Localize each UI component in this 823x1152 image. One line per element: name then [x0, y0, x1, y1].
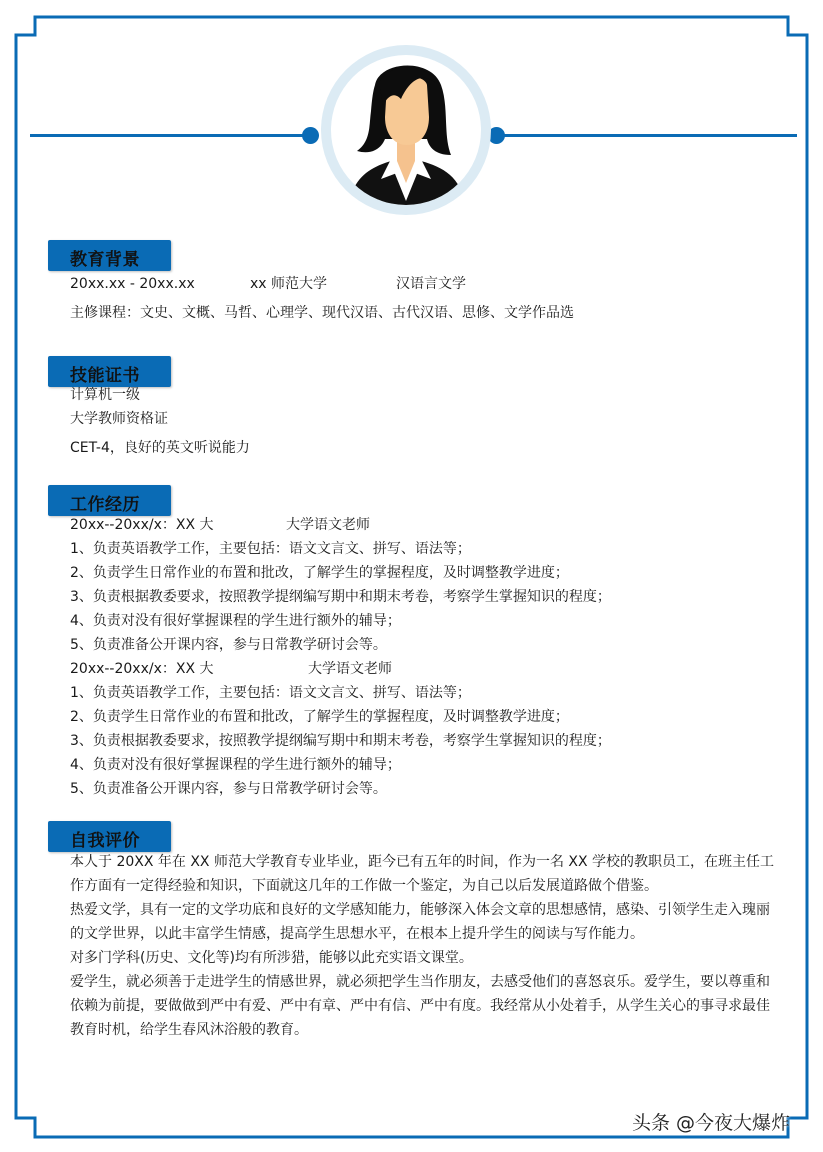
self-eval-paragraph: 对多门学科(历史、文化等)均有所涉猎，能够以此充实语文课堂。 [70, 950, 473, 966]
job-header [70, 515, 670, 535]
self-eval-paragraph: 爱学生，就必须善于走进学生的情感世界，就必须把学生当作朋友，去感受他们的喜怒哀乐。爱学生，要以尊重和依赖为前提，要做做到严中有爱、严中有章、严中有信、严中有度。我经常从小处着手，从学生关心的事寻求最佳教育时机，给学生春风沐浴般的教育。 [70, 974, 770, 1038]
job-role: 大学语文老师 [286, 517, 370, 533]
section-title-skills: 技能证书 [48, 356, 171, 387]
avatar [321, 45, 491, 215]
skill-item: 计算机一级 [70, 387, 140, 403]
header-line-right [497, 134, 797, 137]
education-major: 汉语言文学 [396, 276, 466, 292]
header-line-left [30, 134, 312, 137]
self-eval-text [70, 850, 782, 1042]
job-duty: 5、负责准备公开课内容，参与日常教学研讨会等。 [70, 637, 387, 653]
job-duty: 2、负责学生日常作业的布置和批改，了解学生的掌握程度，及时调整教学进度； [70, 709, 569, 725]
job-duty: 1、负责英语教学工作，主要包括：语文文言文、拼写、语法等； [70, 685, 471, 701]
job-duty: 4、负责对没有很好掌握课程的学生进行额外的辅导； [70, 613, 401, 629]
job-period: 20xx--20xx/x：XX 大 [70, 517, 214, 533]
job-duty: 2、负责学生日常作业的布置和批改，了解学生的掌握程度，及时调整教学进度； [70, 565, 569, 581]
self-eval-paragraph: 本人于 20XX 年在 XX 师范大学教育专业毕业，距今已有五年的时间，作为一名 XX 学校的教职员工，在班主任工作方面有一定得经验和知识，下面就这几年的工作做一个鉴定，为自己以后发展道路做个借鉴。 [70, 854, 775, 894]
self-eval-paragraph: 热爱文学，具有一定的文学功底和良好的文学感知能力，能够深入体会文章的思想感情，感染、引领学生走入瑰丽的文学世界，以此丰富学生情感，提高学生思想水平，在根本上提升学生的阅读与写作能力。 [70, 902, 770, 942]
skill-item: CET-4，良好的英文听说能力 [70, 440, 250, 456]
job-duty: 3、负责根据教委要求，按照教学提纲编写期中和期末考卷，考察学生掌握知识的程度； [70, 733, 611, 749]
female-avatar-icon [331, 55, 481, 205]
job-duty: 1、负责英语教学工作，主要包括：语文文言文、拼写、语法等； [70, 541, 471, 557]
section-title-self-eval: 自我评价 [48, 821, 171, 852]
education-row [70, 274, 670, 294]
section-title-work: 工作经历 [48, 485, 171, 516]
header-dot-left [302, 127, 319, 144]
education-period: 20xx.xx - 20xx.xx [70, 276, 195, 292]
job-duty: 4、负责对没有很好掌握课程的学生进行额外的辅导； [70, 757, 401, 773]
job-header [70, 659, 670, 679]
section-title-education: 教育背景 [48, 240, 171, 271]
job-period: 20xx--20xx/x：XX 大 [70, 661, 214, 677]
skill-item: 大学教师资格证 [70, 411, 168, 427]
watermark: 头条 @今夜大爆炸 [632, 1112, 791, 1134]
job-duty: 3、负责根据教委要求，按照教学提纲编写期中和期末考卷，考察学生掌握知识的程度； [70, 589, 611, 605]
education-courses: 主修课程：文史、文概、马哲、心理学、现代汉语、古代汉语、思修、文学作品选 [70, 305, 574, 321]
job-duty: 5、负责准备公开课内容，参与日常教学研讨会等。 [70, 781, 387, 797]
job-role: 大学语文老师 [308, 661, 392, 677]
education-school: xx 师范大学 [250, 276, 328, 292]
